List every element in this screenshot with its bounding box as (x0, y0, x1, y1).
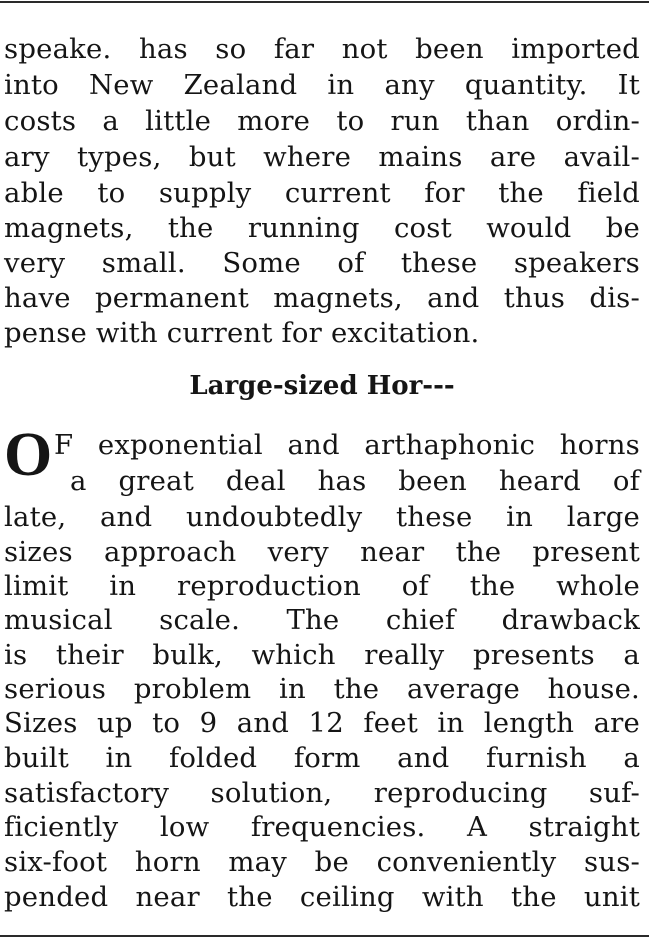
text-line: a great deal has been heard of (70, 465, 640, 497)
text-line: ary types, but where mains are avail- (4, 141, 640, 173)
text-line: costs a little more to run than ordin- (4, 105, 640, 137)
section-heading: Large-sized Hor--- (189, 371, 455, 401)
text-line: musical scale. The chief drawback (4, 604, 640, 636)
text-line: satisfactory solution, reproducing suf- (4, 777, 640, 809)
text-line: built in folded form and furnish a (4, 742, 640, 774)
text-line: serious problem in the average house. (4, 673, 640, 705)
top-rule (0, 1, 649, 3)
text-line: into New Zealand in any quantity. It (4, 69, 640, 101)
text-line: Sizes up to 9 and 12 feet in length are (4, 707, 640, 739)
text-line: limit in reproduction of the whole (4, 570, 640, 602)
text-line: sizes approach very near the present (4, 536, 640, 568)
text-line: late, and undoubtedly these in large (4, 501, 640, 533)
text-line: very small. Some of these speakers (4, 247, 640, 279)
text-line: have permanent magnets, and thus dis- (4, 282, 640, 314)
text-line: able to supply current for the field (4, 177, 640, 209)
drop-cap: O (4, 421, 53, 489)
text-line: magnets, the running cost would be (4, 212, 640, 244)
text-line: is their bulk, which really presents a (4, 639, 640, 671)
text-line: pended near the ceiling with the unit (4, 881, 640, 913)
text-line: pense with current for excitation. (4, 317, 480, 349)
bottom-rule (0, 935, 649, 937)
text-line: speake. has so far not been imported (4, 33, 640, 65)
text-line: six-foot horn may be conveniently sus- (4, 846, 640, 878)
text-line: ficiently low frequencies. A straight (4, 811, 640, 843)
text-line: F exponential and arthaphonic horns (54, 429, 640, 461)
